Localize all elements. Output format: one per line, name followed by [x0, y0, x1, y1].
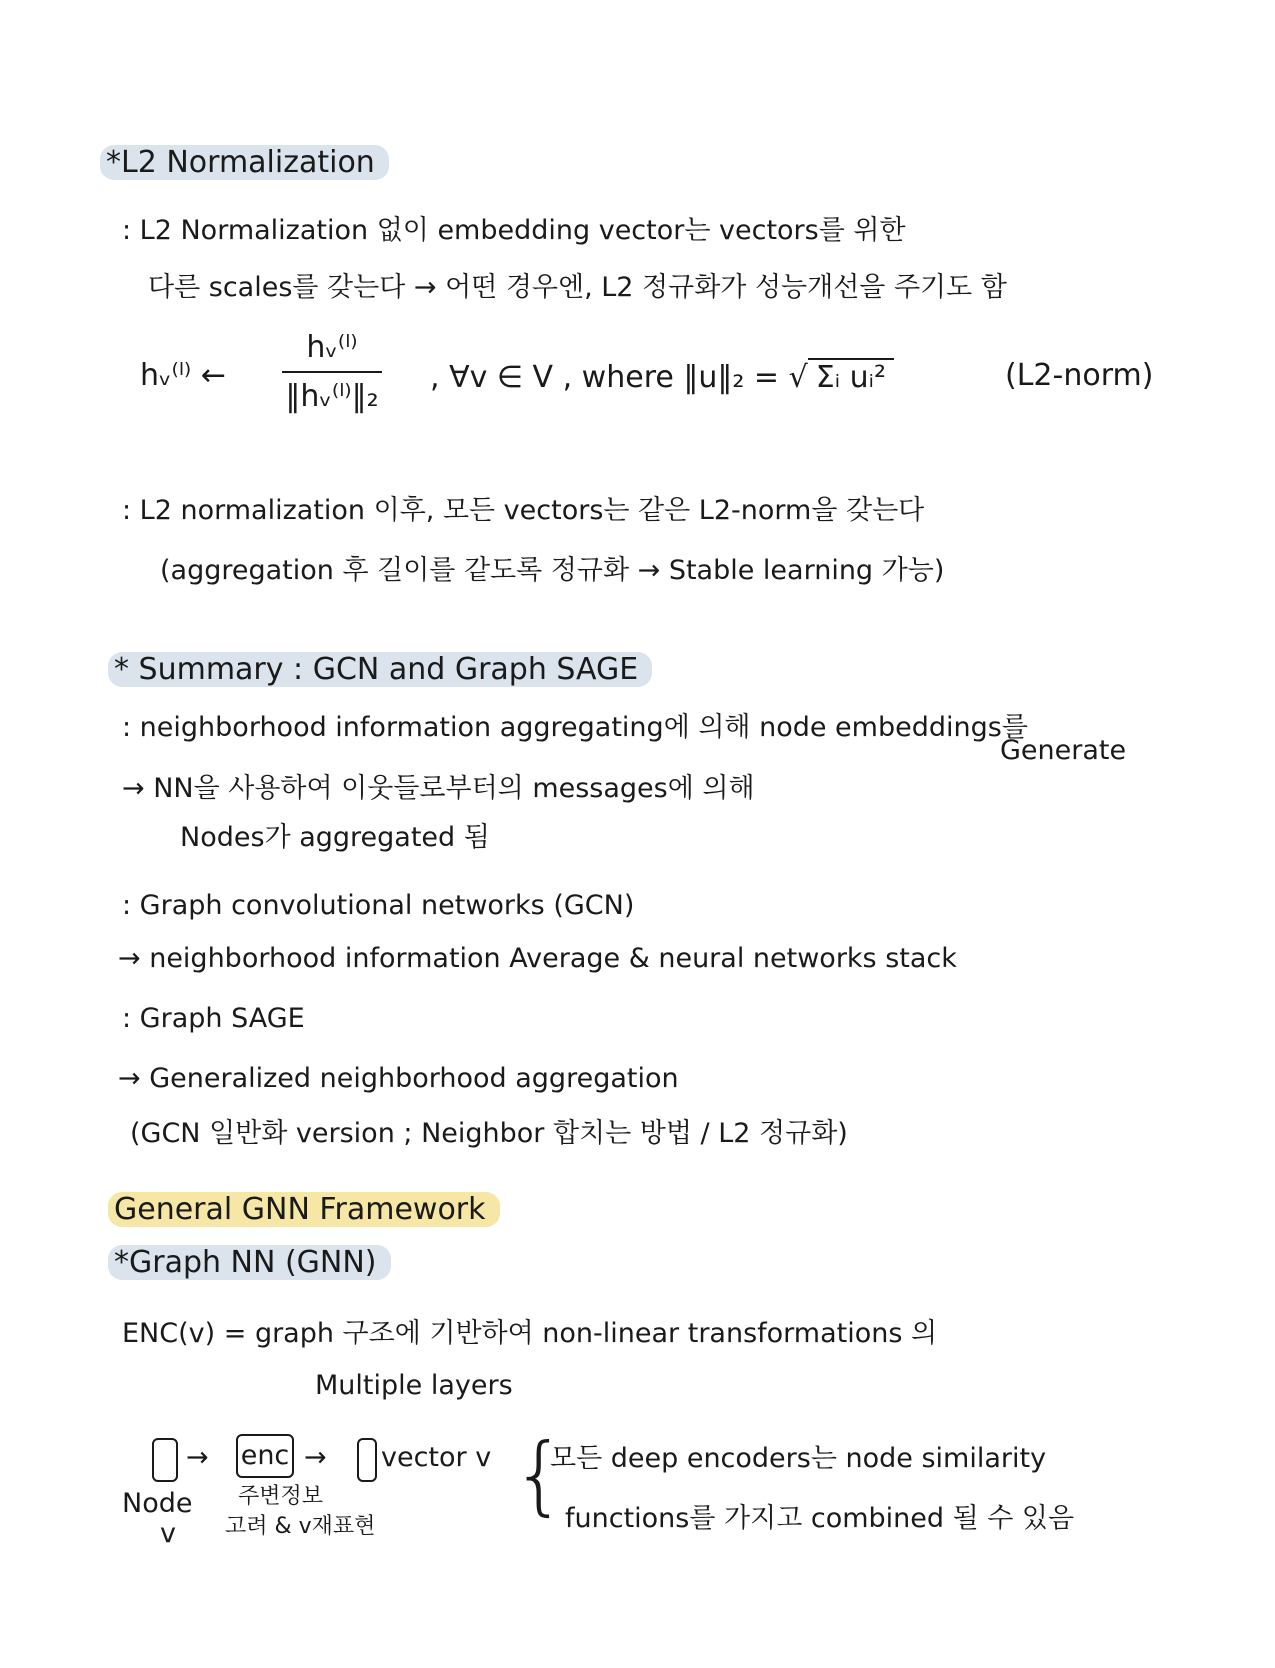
note-line: Nodes가 aggregated 됨: [180, 822, 490, 853]
formula-tag: (L2-norm): [1005, 358, 1154, 393]
subheading-text: *Graph NN (GNN): [108, 1245, 391, 1280]
fraction-bar: [282, 371, 382, 373]
subheading-gnn: [108, 1245, 391, 1281]
note-line: (aggregation 후 길이를 같도록 정규화 → Stable learning 가능): [160, 555, 945, 586]
note-line: ENC(v) = graph 구조에 기반하여 non-linear transformations 의: [122, 1318, 938, 1349]
note-line: → Generalized neighborhood aggregation: [118, 1063, 679, 1094]
formula-condition: , ∀v ∈ V , where ‖u‖₂ = √: [430, 360, 808, 395]
formula-numerator: hᵥ⁽ˡ⁾: [306, 330, 358, 365]
note-line: (GCN 일반화 version ; Neighbor 합치는 방법 / L2 정규화): [130, 1118, 848, 1149]
encoder-note: 주변정보: [238, 1484, 324, 1509]
formula-sqrt: Σᵢ uᵢ²: [808, 358, 894, 396]
node-label: Node: [122, 1488, 193, 1519]
heading-text: General GNN Framework: [108, 1192, 500, 1227]
vector-box: [357, 1438, 377, 1482]
note-line: → neighborhood information Average & neural networks stack: [118, 943, 957, 974]
encoder-box: enc: [236, 1434, 294, 1478]
section-heading-gnn-framework: [108, 1192, 500, 1228]
node-v-label: v: [160, 1518, 176, 1549]
note-line: : neighborhood information aggregating에 의해 node embeddings를: [122, 712, 1028, 743]
node-box: [152, 1438, 178, 1482]
note-line: Multiple layers: [315, 1370, 513, 1401]
section-heading-l2: [100, 145, 389, 181]
arrow: →: [186, 1442, 209, 1473]
formula-where: [430, 358, 894, 396]
note-line: 모든 deep encoders는 node similarity: [550, 1443, 1047, 1474]
note-line: : Graph convolutional networks (GCN): [122, 890, 635, 921]
note-line: : L2 normalization 이후, 모든 vectors는 같은 L2-norm을 갖는다: [122, 495, 925, 526]
heading-text: *L2 Normalization: [100, 145, 389, 180]
note-line: Generate: [1000, 735, 1127, 766]
heading-text: * Summary : GCN and Graph SAGE: [108, 652, 652, 687]
note-line: → NN을 사용하여 이웃들로부터의 messages에 의해: [122, 773, 755, 804]
formula-fraction: [282, 330, 382, 414]
curly-brace: {: [512, 1425, 567, 1525]
note-line: : L2 Normalization 없이 embedding vector는 vectors를 위한: [122, 215, 906, 246]
formula-denominator: ‖hᵥ⁽ˡ⁾‖₂: [285, 379, 379, 414]
note-line: functions를 가지고 combined 될 수 있음: [565, 1503, 1075, 1534]
vector-label: vector v: [381, 1442, 492, 1473]
note-line: : Graph SAGE: [122, 1003, 305, 1034]
encoder-note: 고려 & v재표현: [225, 1514, 376, 1539]
arrow: →: [304, 1442, 327, 1473]
section-heading-summary: [108, 652, 652, 688]
note-line: 다른 scales를 갖는다 → 어떤 경우엔, L2 정규화가 성능개선을 주기도 함: [148, 272, 1007, 303]
formula-lhs: hᵥ⁽ˡ⁾ ←: [140, 358, 226, 393]
